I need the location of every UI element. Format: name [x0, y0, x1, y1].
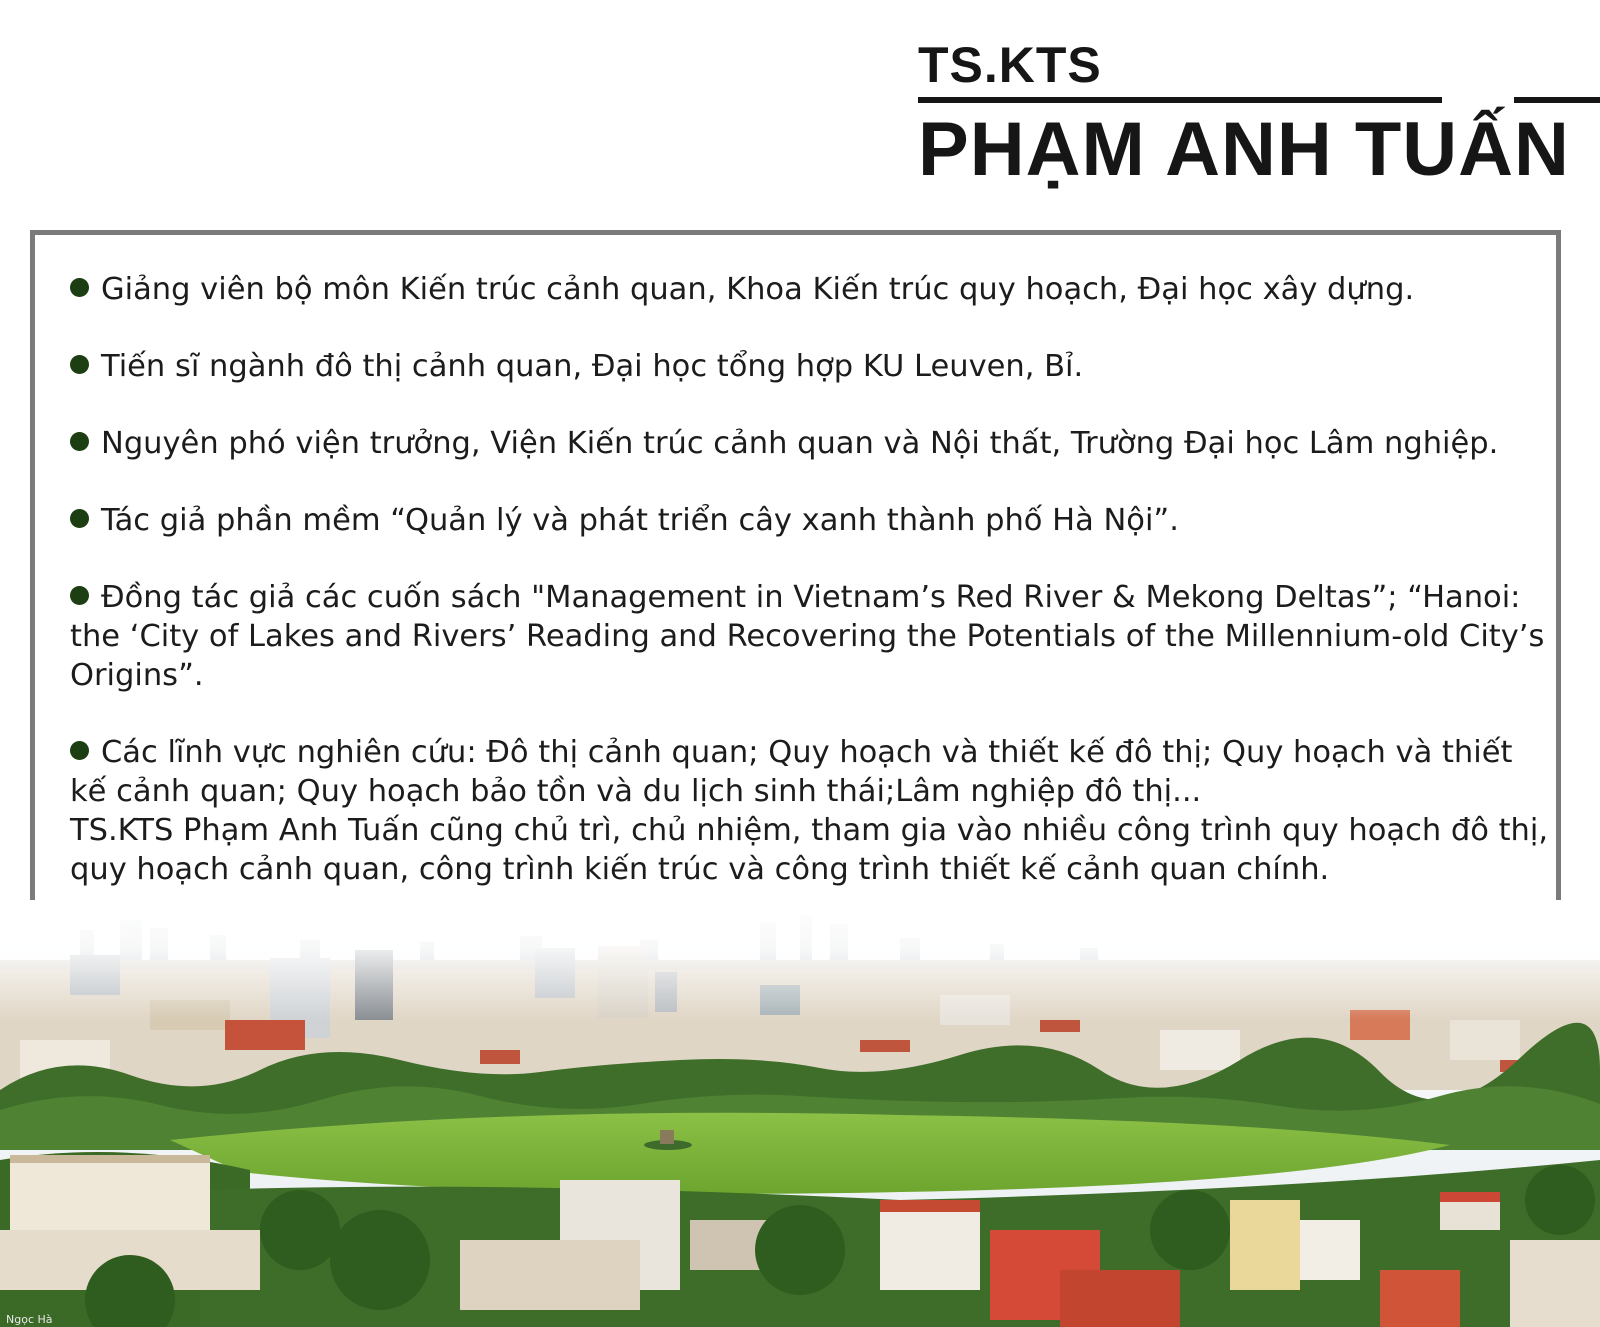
- header-rule-right: [1514, 97, 1600, 103]
- bullet-icon: [70, 355, 89, 374]
- bio-item-coauthor: [70, 578, 1550, 695]
- header-name: PHẠM ANH TUẤN: [918, 107, 1570, 192]
- photo-top-fade: [0, 900, 1600, 1020]
- bio-item-former-deputy: [70, 424, 1550, 463]
- bio-item-text: Các lĩnh vực nghiên cứu: Đô thị cảnh quan; Quy hoạch và thiết kế đô thị; Quy hoạch và thiết kế cảnh quan; Quy hoạch bảo tồn và du lịch sinh thái;Lâm nghiệp đô thị...: [70, 735, 1513, 809]
- bio-item-text: Tác giả phần mềm “Quản lý và phát triển cây xanh thành phố Hà Nội”.: [101, 503, 1179, 538]
- bio-closing: TS.KTS Phạm Anh Tuấn cũng chủ trì, chủ nhiệm, tham gia vào nhiều công trình quy hoạch đô thị, quy hoạch cảnh quan, công trình kiến trúc và công trình thiết kế cảnh quan chính.: [70, 813, 1549, 887]
- photo-credit: Ngọc Hà: [6, 1313, 53, 1326]
- bio-item-phd: [70, 347, 1550, 386]
- bio-item-software-author: [70, 501, 1550, 540]
- bullet-icon: [70, 509, 89, 528]
- bio-item-research-fields: [70, 733, 1550, 811]
- bio-item-lecturer: [70, 270, 1550, 309]
- bio-list: [70, 270, 1550, 889]
- header-title-prefix: TS.KTS: [918, 37, 1102, 93]
- bio-item-text: Đồng tác giả các cuốn sách "Management in Vietnam’s Red River & Mekong Deltas”; “Hanoi: the ‘City of Lakes and Rivers’ Reading and Recovering the Potentials of the Millennium-old City’s Origins”.: [70, 580, 1545, 693]
- bullet-icon: [70, 432, 89, 451]
- bio-item-text: Nguyên phó viện trưởng, Viện Kiến trúc cảnh quan và Nội thất, Trường Đại học Lâm nghiệp.: [101, 426, 1499, 461]
- header-rule-left: [918, 97, 1442, 103]
- bullet-icon: [70, 586, 89, 605]
- bullet-icon: [70, 741, 89, 760]
- bio-item-text: Giảng viên bộ môn Kiến trúc cảnh quan, Khoa Kiến trúc quy hoạch, Đại học xây dựng.: [101, 272, 1415, 307]
- bullet-icon: [70, 278, 89, 297]
- bio-item-text: Tiến sĩ ngành đô thị cảnh quan, Đại học tổng hợp KU Leuven, Bỉ.: [101, 349, 1084, 384]
